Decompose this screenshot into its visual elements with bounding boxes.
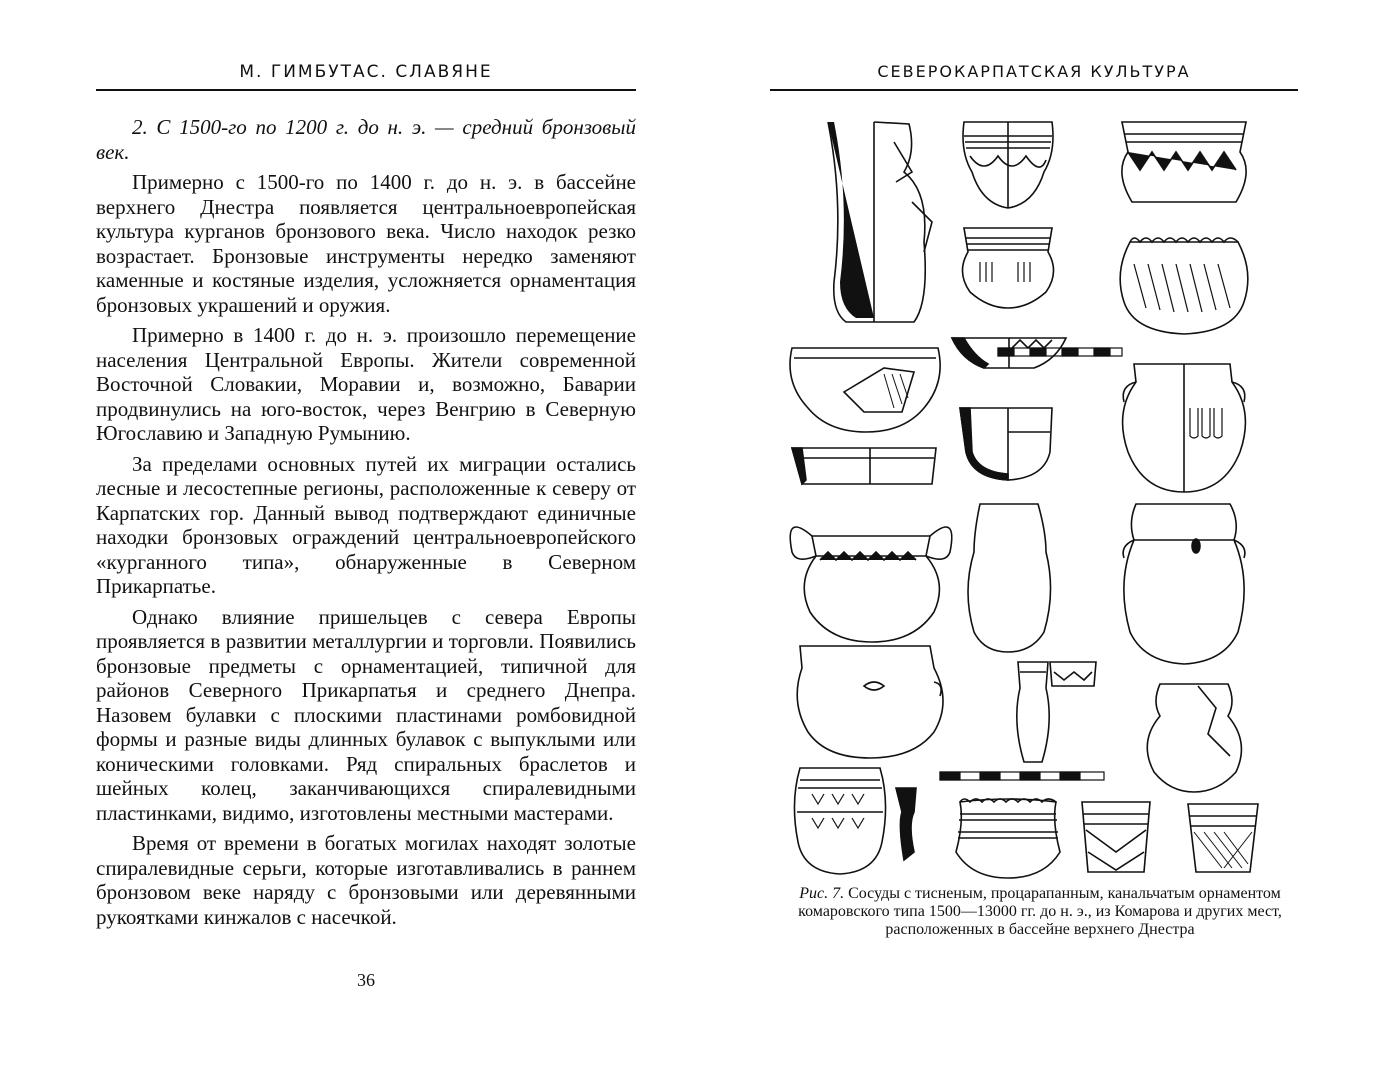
paragraph: Примерно в 1400 г. до н. э. произошло перемещение населения Центральной Европы. Жители современной Восточной Словакии, Моравии и, возможно, Баварии продвинулись на юго-восток, через Венгрию в Северную Югославию и Западную Румынию.: [96, 323, 636, 445]
vessel-drawing: [1188, 804, 1258, 872]
vessel-drawing: [960, 408, 1052, 480]
vessel-drawing: [1122, 122, 1246, 202]
vessel-drawing: [963, 122, 1053, 208]
section-heading: 2. С 1500-го по 1200 г. до н. э. — средний бронзовый век.: [96, 115, 636, 164]
vessel-drawing: [956, 799, 1060, 878]
pottery-plate-figure: [784, 112, 1304, 882]
vessel-drawing: [962, 228, 1053, 308]
paragraph: Примерно с 1500-го по 1400 г. до н. э. в бассейне верхнего Днестра появляется центральноевропейская культура курганов бронзового века. Число находок резко возрастает. Бронзовые инструменты нередко заменяют каменные и костяные изделия, усложняется орнаментация бронзовых украшений и оружия.: [96, 170, 636, 317]
right-page: [694, 0, 1389, 1080]
vessel-drawing: [1123, 364, 1246, 492]
running-head-left: М. ГИМБУТАС. СЛАВЯНЕ: [239, 62, 493, 82]
vessel-drawing: [828, 122, 932, 322]
vessel-drawing: [1017, 662, 1096, 762]
vessel-drawing: [794, 768, 885, 874]
page-number: 36: [357, 970, 375, 990]
vessel-drawing: [792, 448, 936, 484]
paragraph: Время от времени в богатых могилах находят золотые спиралевидные серьги, которые изготавливались в раннем бронзовом веке наряду с бронзовыми или деревянными рукоятками кинжалов с насечкой.: [96, 831, 636, 929]
vessel-drawing: [968, 504, 1051, 652]
paragraph: Однако влияние пришельцев с севера Европы проявляется в развитии металлургии и торговли. Появились бронзовые предметы с орнаментацией, типичной для районов Северного Прикарпатья и среднего Днепра. Назовем булавки с плоскими пластинами ромбовидной формы и разные виды длинных булавок с выпуклыми или коническими головками. Ряд спиральных браслетов и шейных колец, заканчивающихся спиралевидными пластинками, видимо, изготовлены местными мастерами.: [96, 604, 636, 825]
vessel-drawing: [1082, 802, 1150, 872]
vessel-drawing: [896, 788, 916, 860]
figure-caption: [780, 885, 1300, 939]
vessel-drawing: [1147, 684, 1241, 792]
figure-caption-text: Сосуды с тисненым, процарапанным, канальчатым орнаментом комаровского типа 1500—13000 гг. до н. э., из Комарова и других мест, расположенных в бассейне верхнего Днестра: [798, 885, 1282, 938]
figure-label: Рис. 7.: [799, 885, 845, 902]
vessel-drawing: [797, 646, 943, 758]
vessel-drawing: [952, 338, 1066, 368]
vessel-drawing: [1123, 504, 1245, 664]
header-rule-right: [770, 89, 1298, 91]
running-head-right: СЕВЕРОКАРПАТСКАЯ КУЛЬТУРА: [877, 62, 1191, 81]
body-text: [96, 115, 636, 935]
vessel-drawing: [1120, 238, 1248, 334]
paragraph: За пределами основных путей их миграции остались лесные и лесостепные регионы, расположенные к северу от Карпатских гор. Данный вывод подтверждают единичные находки бронзовых ограждений центральноевропейского «курганного типа», обнаруженные в Северном Прикарпатье.: [96, 451, 636, 598]
scale-bar: [940, 772, 1104, 780]
vessel-drawing: [790, 527, 952, 642]
header-rule-left: [96, 89, 636, 91]
vessel-drawing: [790, 348, 940, 432]
left-page: [0, 0, 694, 1080]
